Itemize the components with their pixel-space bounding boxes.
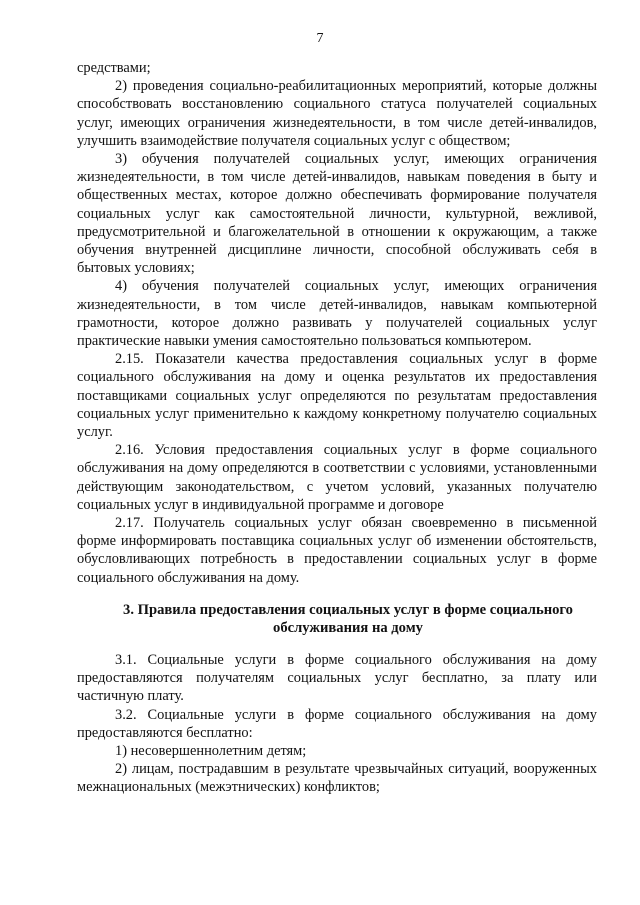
paragraph: 3) обучения получателей социальных услуг, имеющих ограничения жизнедеятельности, в том числе детей-инвалидов, навыкам поведения в быту и общественных местах, которое должно обеспечивать формирование получателя социальных услуг как самостоятельной личности, культурной, вежливой, предусмотрительной и благожелательной в отношении к окружающим, а также обучения внутренней дисциплине личности, способной обслуживать себя в бытовых условиях; [77,151,597,277]
paragraph: 4) обучения получателей социальных услуг, имеющих ограничения жизнедеятельности, в том числе детей-инвалидов, навыкам компьютерной грамотности, которое должно развивать у получателей социальных услуг практические навыки умения самостоятельно пользоваться компьютером. [77,278,597,350]
document-body [77,59,597,797]
paragraph: 2) проведения социально-реабилитационных мероприятий, которые должны способствовать восстановлению социального статуса получателей социальных услуг, имеющих ограничения жизнедеятельности, в том числе детей-инвалидов, улучшить взаимодействие получателя социальных услуг с обществом; [77,78,597,149]
paragraph: 3.2. Социальные услуги в форме социального обслуживания на дому предоставляются бесплатно: [77,706,597,741]
paragraph: 2.17. Получатель социальных услуг обязан своевременно в письменной форме информировать поставщика социальных услуг об изменении обстоятельств, обусловливающих потребность в предоставлении социальных услуг в форме социального обслуживания на дому. [77,515,597,586]
paragraphs-before-heading [77,59,597,587]
section-heading-line-1: 3. Правила предоставления социальных услуг в форме социального [123,601,573,618]
section-heading [77,601,597,637]
paragraph: 1) несовершеннолетним детям; [115,742,307,759]
paragraph: средствами; [77,60,151,76]
paragraph: 2.15. Показатели качества предоставления социальных услуг в форме социального обслуживания на дому и оценка результатов их предоставления поставщиками социальных услуг определяются по результатам предоставления социальных услуг применительно к каждому конкретному получателю социальных услуг. [77,351,597,441]
paragraphs-after-heading [77,651,597,797]
section-heading-line-2: обслуживания на дому [273,619,423,636]
paragraph: 3.1. Социальные услуги в форме социального обслуживания на дому предоставляются получателям социальных услуг бесплатно, за плату или частичную плату. [77,651,597,705]
paragraph: 2.16. Условия предоставления социальных услуг в форме социального обслуживания на дому определяются в соответствии с условиями, установленными действующим законодательством, с учетом условий, указанных получателю социальных услуг в индивидуальной программе и договоре [77,442,597,513]
paragraph: 2) лицам, пострадавшим в результате чрезвычайных ситуаций, вооруженных межнациональных (межэтнических) конфликтов; [77,761,597,796]
page-number: 7 [316,31,324,46]
